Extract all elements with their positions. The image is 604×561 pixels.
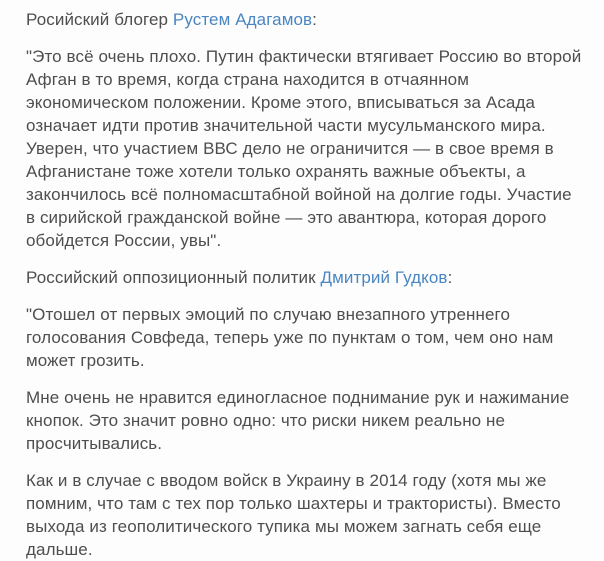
author-intro-prefix: Росийский блогер bbox=[26, 10, 173, 29]
author-intro-blogger bbox=[26, 8, 582, 31]
quote-paragraph-adagamov: "Это всё очень плохо. Путин фактически втягивает Россию во второй Афган в то время, когда страна находится в отчаянном экономическом положении. Кроме этого, вписываться за Асада означает идти против значительной части мусульманского мира. Уверен, что участием ВВС дело не ограничится — в свое время в Афганистане тоже хотели только охранять важные объекты, а закончилось всё полномасштабной войной на долгие годы. Участие в сирийской гражданской войне — это авантюра, которая дорого обойдется России, увы". bbox=[26, 47, 582, 250]
author-intro-colon: : bbox=[447, 268, 453, 287]
author-intro-colon: : bbox=[312, 10, 317, 29]
author-intro-politician bbox=[26, 266, 582, 289]
author-link-gudkov[interactable]: Дмитрий Гудков bbox=[320, 268, 448, 287]
quote-paragraph-gudkov-1: "Отошел от первых эмоций по случаю внезапного утреннего голосования Совфеда, теперь уже по пунктам о том, чем оно нам может грозить. bbox=[26, 305, 554, 370]
author-link-adagamov[interactable]: Рустем Адагамов bbox=[172, 10, 313, 29]
quote-paragraph-gudkov-3: Как и в случае с вводом войск в Украину в 2014 году (хотя мы же помним, что там с тех пор только шахтеры и трактористы). Вместо выхода из геополитического тупика мы можем загнать себя еще дальше. bbox=[26, 471, 561, 559]
quote-paragraph-gudkov-2: Мне очень не нравится единогласное поднимание рук и нажимание кнопок. Это значит ровно одно: что риски никем реально не просчитывались. bbox=[26, 388, 570, 453]
author-intro-prefix: Российский оппозиционный политик bbox=[26, 268, 321, 287]
